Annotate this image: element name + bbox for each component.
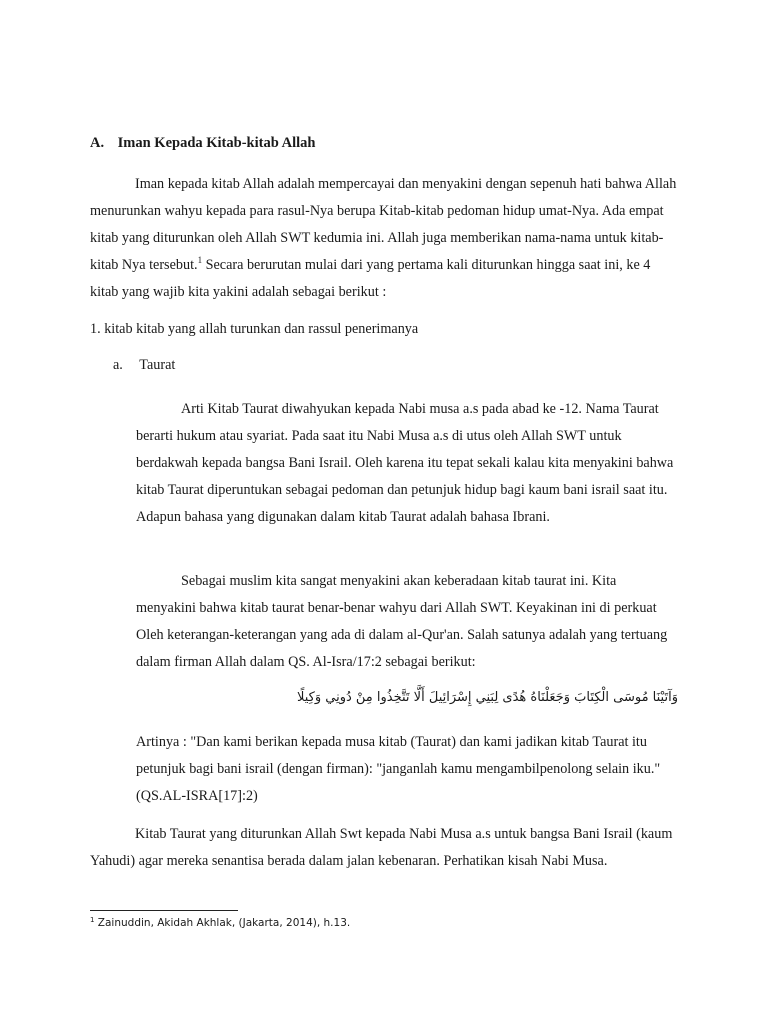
taurat-text-3: Kitab Taurat yang diturunkan Allah Swt kepada Nabi Musa a.s untuk bangsa Bani Israil (kaum Yahudi) agar mereka senantisa berada dalam jalan kebenaran. Perhatikan kisah Nabi Musa. [90,826,673,869]
taurat-paragraph-1 [136,396,676,531]
taurat-paragraph-2 [136,568,676,676]
sub-item-taurat [113,357,175,374]
list-item-1: 1. kitab kitab yang allah turunkan dan rassul penerimanya [90,321,419,337]
translation-paragraph: Artinya : "Dan kami berikan kepada musa kitab (Taurat) dan kami jadikan kitab Taurat itu petunjuk bagi bani israil (dengan firman): "janganlah kamu mengambilpenolong selain iku." (QS.AL-ISRA[17]:2) [136,734,661,804]
section-number: A. [90,135,105,151]
intro-paragraph [90,171,680,306]
intro-text-1: Iman kepada kitab Allah adalah mempercayai dan menyakini dengan sepenuh hati bahwa Allah menurunkan wahyu kepada para rasul-Nya berupa Kitab-kitab pedoman hidup umat-Nya. Ada empat kitab yang diturunkan oleh Allah SWT kedumia ini. Allah juga memberikan nama-nama untuk kitab-kitab Nya tersebut. [90,176,677,273]
footnote-reference: 1 [197,255,203,265]
section-heading [90,135,315,152]
footnote [90,917,350,929]
footnote-text: Zainuddin, Akidah Akhlak, (Jakarta, 2014), h.13. [94,917,351,929]
taurat-paragraph-3 [90,821,680,875]
section-title: Iman Kepada Kitab-kitab Allah [117,135,316,151]
footnote-separator [90,910,238,911]
intro-text-2: Secara berurutan mulai dari yang pertama kali diturunkan hingga saat ini, ke 4 kitab yang wajib kita yakini adalah sebagai berikut : [90,257,651,300]
sub-item-label: a. [113,357,123,373]
footnote-number: 1 [90,916,95,924]
taurat-text-2: Sebagai muslim kita sangat menyakini akan keberadaan kitab taurat ini. Kita menyakini bahwa kitab taurat benar-benar wahyu dari Allah SWT. Keyakinan ini di perkuat Oleh keterangan-keterangan yang ada di dalam al-Qur'an. Salah satunya adalah yang tertuang dalam firman Allah dalam QS. Al-Isra/17:2 sebagai berikut: [136,573,668,670]
arabic-verse: وَآتَيْنَا مُوسَى الْكِتَابَ وَجَعَلْنَاهُ هُدًى لِبَنِي إِسْرَائِيلَ أَلَّا تَتَّخِذُوا مِنْ دُونِي وَكِيلًا [296,690,678,705]
taurat-text-1: Arti Kitab Taurat diwahyukan kepada Nabi musa a.s pada abad ke -12. Nama Taurat berarti hukum atau syariat. Pada saat itu Nabi Musa a.s di utus oleh Allah SWT untuk berdakwah kepada bangsa Bani Israil. Oleh karena itu tepat sekali kalau kita menyakini bahwa kitab Taurat diperuntukan sebagai pedoman dan petunjuk hidup bagi kaum bani israil saat itu. Adapun bahasa yang digunakan dalam kitab Taurat adalah bahasa Ibrani. [136,401,674,525]
sub-item-title: Taurat [139,357,176,373]
